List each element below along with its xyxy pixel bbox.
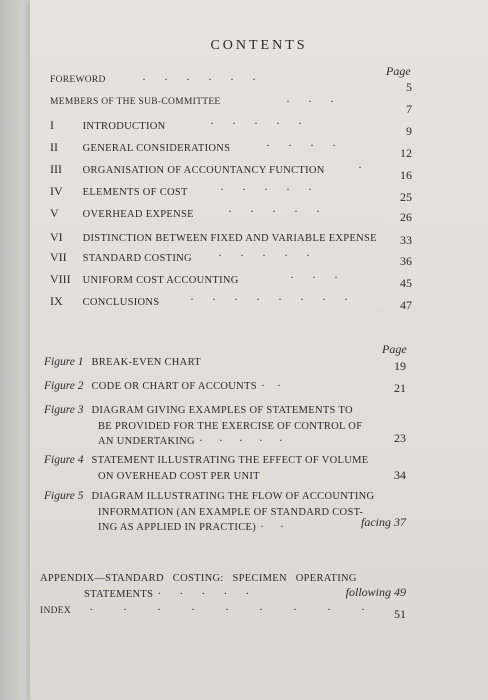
toc-entry-chapter-8 bbox=[50, 272, 412, 290]
toc-entry-chapter-3 bbox=[50, 162, 412, 180]
toc-entry-page: 45 bbox=[400, 276, 412, 290]
leader-dots: ····· bbox=[228, 204, 338, 218]
chapter-number: VIII bbox=[50, 272, 71, 286]
toc-entry-label: DISTINCTION BETWEEN FIXED AND VARIABLE EXPENSE bbox=[82, 233, 377, 244]
figure-title-line: AN UNDERTAKING bbox=[98, 436, 195, 447]
toc-entry-page: 12 bbox=[400, 146, 412, 160]
figure-entry-5 bbox=[44, 488, 406, 535]
toc-entry-page: 16 bbox=[400, 168, 412, 182]
toc-entry-members bbox=[50, 96, 412, 114]
chapter-number: VII bbox=[50, 250, 67, 264]
leader-dots: ···· bbox=[266, 138, 354, 152]
leader-dots: ··· bbox=[290, 270, 356, 284]
toc-entry-page: 33 bbox=[400, 233, 412, 247]
toc-entry-label: MEMBERS OF THE SUB-COMMITTEE bbox=[50, 97, 221, 107]
toc-entry-chapter-5 bbox=[50, 206, 412, 224]
figure-label: Figure 2 bbox=[44, 380, 84, 392]
figure-title-line: ING AS APPLIED IN PRACTICE) bbox=[98, 522, 257, 533]
toc-entry-page: 47 bbox=[400, 298, 412, 312]
leader-dots: ····· bbox=[157, 585, 268, 600]
toc-entry-page: 26 bbox=[400, 210, 412, 224]
toc-entry-chapter-6 bbox=[50, 230, 412, 248]
appendix-page: following 49 bbox=[345, 585, 406, 599]
leader-dots: ·· bbox=[260, 519, 301, 533]
index-entry bbox=[40, 602, 406, 619]
figure-label: Figure 4 bbox=[44, 454, 84, 466]
figure-entry-1 bbox=[44, 354, 406, 373]
chapter-number: II bbox=[50, 140, 58, 154]
toc-entry-chapter-7 bbox=[50, 250, 412, 268]
toc-entry-label: GENERAL CONSIDERATIONS bbox=[82, 143, 231, 154]
leader-dots: ········ bbox=[190, 292, 366, 306]
leader-dots: ·· bbox=[260, 378, 293, 392]
toc-entry-foreword bbox=[50, 74, 412, 92]
toc-entry-label: INTRODUCTION bbox=[82, 121, 166, 132]
toc-entry-chapter-4 bbox=[50, 184, 412, 202]
figure-page: 21 bbox=[394, 381, 406, 395]
leader-dots: ······ bbox=[142, 72, 274, 86]
chapter-number: I bbox=[50, 118, 54, 132]
figure-label: Figure 1 bbox=[44, 356, 84, 368]
figure-title-line: DIAGRAM GIVING EXAMPLES OF STATEMENTS TO bbox=[91, 405, 353, 416]
appendix-title-line: APPENDIX—STANDARD COSTING: SPECIMEN OPERATING bbox=[40, 573, 357, 584]
toc-entry-label: STANDARD COSTING bbox=[82, 253, 192, 264]
figure-title-line: CODE OR CHART OF ACCOUNTS bbox=[91, 381, 257, 392]
page-column-header: Page bbox=[386, 64, 411, 78]
figure-title-line: INFORMATION (AN EXAMPLE OF STANDARD COST- bbox=[98, 506, 364, 518]
chapter-number: VI bbox=[50, 230, 63, 244]
chapter-number: V bbox=[50, 206, 59, 220]
leader-dots: · bbox=[358, 160, 380, 174]
figures-page-column-header: Page bbox=[382, 342, 407, 356]
leader-dots: ····· bbox=[210, 116, 320, 130]
toc-entry-label: FOREWORD bbox=[50, 75, 106, 85]
toc-entry-label: OVERHEAD EXPENSE bbox=[82, 209, 194, 220]
leader-dots: ····· bbox=[220, 182, 330, 196]
figure-title-line: BE PROVIDED FOR THE EXERCISE OF CONTROL OF bbox=[98, 420, 363, 432]
toc-entry-label: ELEMENTS OF COST bbox=[82, 187, 188, 198]
leader-dots: ········· bbox=[89, 602, 396, 616]
toc-entry-page: 5 bbox=[406, 80, 412, 94]
toc-entry-label: UNIFORM COST ACCOUNTING bbox=[82, 275, 239, 286]
chapter-number: IV bbox=[50, 184, 63, 198]
figure-entry-2 bbox=[44, 378, 406, 394]
chapter-number: IX bbox=[50, 294, 63, 308]
toc-entry-page: 7 bbox=[406, 102, 412, 116]
leader-dots: ····· bbox=[218, 248, 328, 262]
figure-entry-3 bbox=[44, 402, 406, 449]
toc-entry-chapter-9 bbox=[50, 294, 412, 312]
index-page: 51 bbox=[394, 607, 406, 621]
book-background bbox=[0, 0, 34, 700]
figure-title-line: BREAK-EVEN CHART bbox=[91, 357, 201, 368]
figure-label: Figure 3 bbox=[44, 404, 84, 416]
leader-dots: ··· bbox=[286, 94, 352, 108]
toc-entry-page: 36 bbox=[400, 254, 412, 268]
figure-entry-4 bbox=[44, 452, 406, 483]
figure-title-line: DIAGRAM ILLUSTRATING THE FLOW OF ACCOUNTING bbox=[91, 491, 375, 502]
toc-entry-chapter-1 bbox=[50, 118, 412, 136]
contents-page bbox=[30, 0, 488, 700]
appendix-entry bbox=[40, 572, 406, 601]
figure-label: Figure 5 bbox=[44, 490, 84, 502]
figure-page: 23 bbox=[394, 431, 406, 445]
page-title: CONTENTS bbox=[210, 38, 308, 53]
figure-page: 19 bbox=[394, 359, 406, 373]
figure-page: facing 37 bbox=[361, 515, 406, 529]
toc-entry-page: 25 bbox=[400, 190, 412, 204]
toc-entry-label: ORGANISATION OF ACCOUNTANCY FUNCTION bbox=[82, 165, 325, 176]
appendix-title-line: STATEMENTS bbox=[84, 588, 154, 600]
toc-entry-chapter-2 bbox=[50, 140, 412, 158]
toc-entry-label: CONCLUSIONS bbox=[82, 297, 160, 308]
figure-page: 34 bbox=[394, 468, 406, 482]
chapter-number: III bbox=[50, 162, 62, 176]
toc-entry-page: 9 bbox=[406, 124, 412, 138]
index-label: INDEX bbox=[40, 606, 72, 616]
leader-dots: ····· bbox=[198, 433, 299, 447]
figure-title-line: ON OVERHEAD COST PER UNIT bbox=[98, 470, 260, 482]
figure-title-line: STATEMENT ILLUSTRATING THE EFFECT OF VOLUME bbox=[91, 455, 369, 466]
